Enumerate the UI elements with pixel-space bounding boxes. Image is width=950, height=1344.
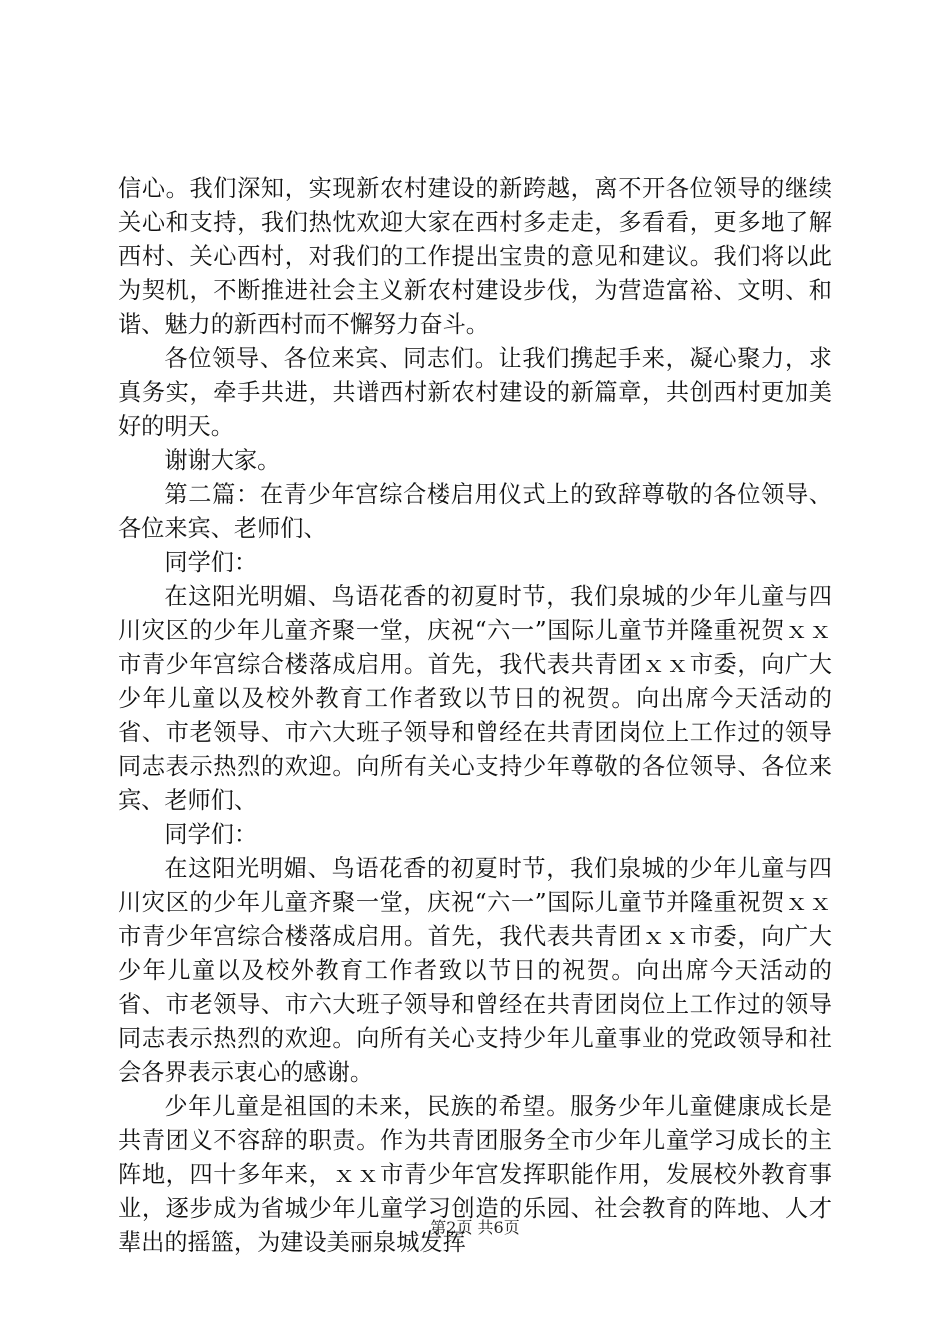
document-body xyxy=(118,172,832,1260)
paragraph-greeting-repeat: 在这阳光明媚、鸟语花香的初夏时节，我们泉城的少年儿童与四川灾区的少年儿童齐聚一堂，庆祝“六一”国际儿童节并隆重祝贺ｘｘ市青少年宫综合楼落成启用。首先，我代表共青团ｘｘ市委，向广大少年儿童以及校外教育工作者致以节日的祝贺。向出席今天活动的省、市老领导、市六大班子领导和曾经在共青团岗位上工作过的领导同志表示热烈的欢迎。向所有关心支持少年儿童事业的党政领导和社会各界表示衷心的感谢。 xyxy=(118,855,832,1086)
paragraph-children-future: 少年儿童是祖国的未来，民族的希望。服务少年儿童健康成长是共青团义不容辞的职责。作为共青团服务全市少年儿童学习成长的主阵地，四十多年来，ｘｘ市青少年宫发挥职能作用，发展校外教育事业，逐步成为省城少年儿童学习创造的乐园、社会教育的阵地、人才辈出的摇篮，为建设美丽泉城发挥 xyxy=(118,1093,832,1256)
paragraph-continuation: 信心。我们深知，实现新农村建设的新跨越，离不开各位领导的继续关心和支持，我们热忱欢迎大家在西村多走走，多看看，更多地了解西村、关心西村，对我们的工作提出宝贵的意见和建议。我们将以此为契机，不断推进社会主义新农村建设步伐，为营造富裕、文明、和谐、魅力的新西村而不懈努力奋斗。 xyxy=(118,175,832,338)
paragraph-call-to-action: 各位领导、各位来宾、同志们。让我们携起手来，凝心聚力，求真务实，牵手共进，共谱西村新农村建设的新篇章，共创西村更加美好的明天。 xyxy=(118,345,832,440)
paragraph-greeting: 在这阳光明媚、鸟语花香的初夏时节，我们泉城的少年儿童与四川灾区的少年儿童齐聚一堂，庆祝“六一”国际儿童节并隆重祝贺ｘｘ市青少年宫综合楼落成启用。首先，我代表共青团ｘｘ市委，向广大少年儿童以及校外教育工作者致以节日的祝贺。向出席今天活动的省、市老领导、市六大班子领导和曾经在共青团岗位上工作过的领导同志表示热烈的欢迎。向所有关心支持少年尊敬的各位领导、各位来宾、老师们、 xyxy=(118,583,832,814)
salutation-students-repeat: 同学们： xyxy=(164,821,258,848)
paragraph-thanks: 谢谢大家。 xyxy=(164,447,281,474)
page-footer: 第2页 共6页 xyxy=(430,1218,520,1237)
salutation-students: 同学们： xyxy=(164,549,258,576)
section-heading-part-two: 第二篇：在青少年宫综合楼启用仪式上的致辞尊敬的各位领导、各位来宾、老师们、 xyxy=(118,481,832,542)
